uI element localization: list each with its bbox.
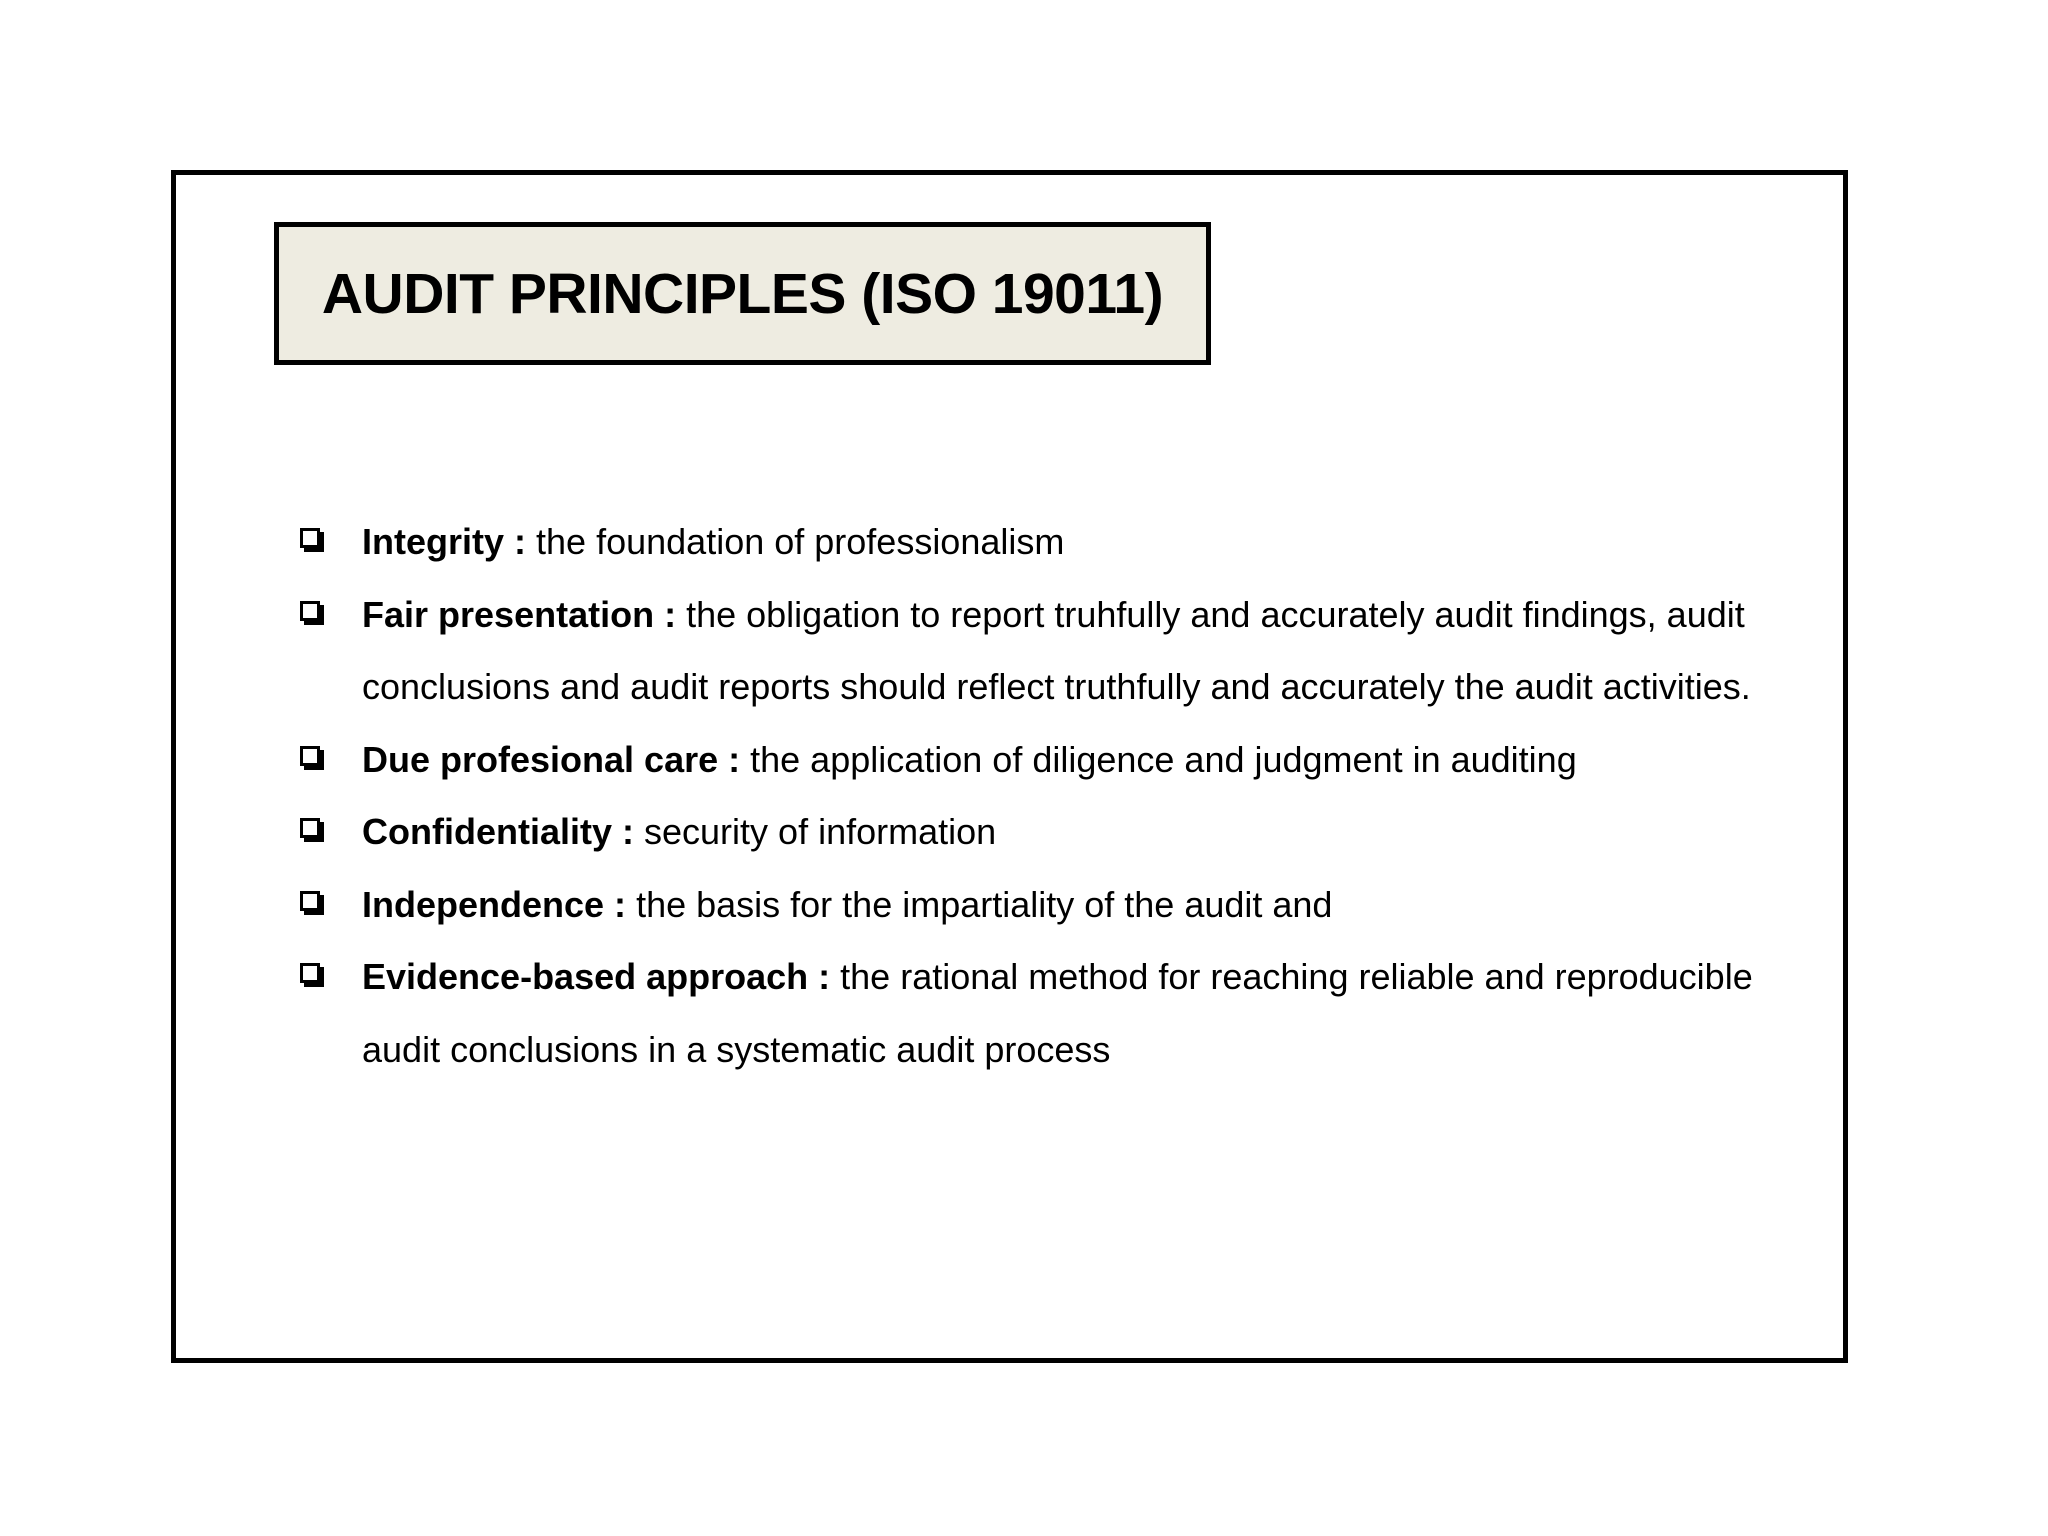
principle-description: the foundation of professionalism: [536, 521, 1065, 562]
list-item: [300, 796, 1800, 869]
principle-term: Confidentiality :: [362, 811, 634, 852]
principle-term: Evidence-based approach :: [362, 956, 831, 997]
checkbox-square-icon: [300, 818, 320, 838]
principle-term: Due profesional care :: [362, 738, 741, 780]
title-box: [274, 222, 1211, 365]
principle-description: the rational method for reaching reliable and reproducible audit conclusions in a systematic audit process: [362, 956, 1753, 1070]
list-item: [300, 869, 1800, 942]
principle-term: Integrity :: [362, 521, 527, 562]
checkbox-square-icon: [300, 891, 320, 911]
checkbox-square-icon: [300, 528, 320, 548]
checkbox-square-icon: [300, 601, 320, 621]
principle-description: the application of diligence and judgment in auditing: [750, 738, 1577, 780]
checkbox-square-icon: [300, 963, 320, 983]
principles-list: [300, 506, 1800, 1086]
list-item: [300, 941, 1800, 1086]
principle-description: the basis for the impartiality of the audit and: [636, 883, 1333, 925]
list-item: [300, 579, 1800, 724]
list-item: [300, 506, 1800, 579]
principle-description: security of information: [644, 811, 997, 852]
principle-term: Fair presentation :: [362, 593, 677, 635]
list-item: [300, 724, 1800, 797]
checkbox-square-icon: [300, 746, 320, 766]
principle-description: the obligation to report truhfully and accurately audit findings, audit conclusions and audit reports should reflect truthfully and accurately the audit activities.: [362, 593, 1751, 707]
principle-term: Independence :: [362, 883, 627, 925]
slide-title: AUDIT PRINCIPLES (ISO 19011): [321, 261, 1164, 326]
